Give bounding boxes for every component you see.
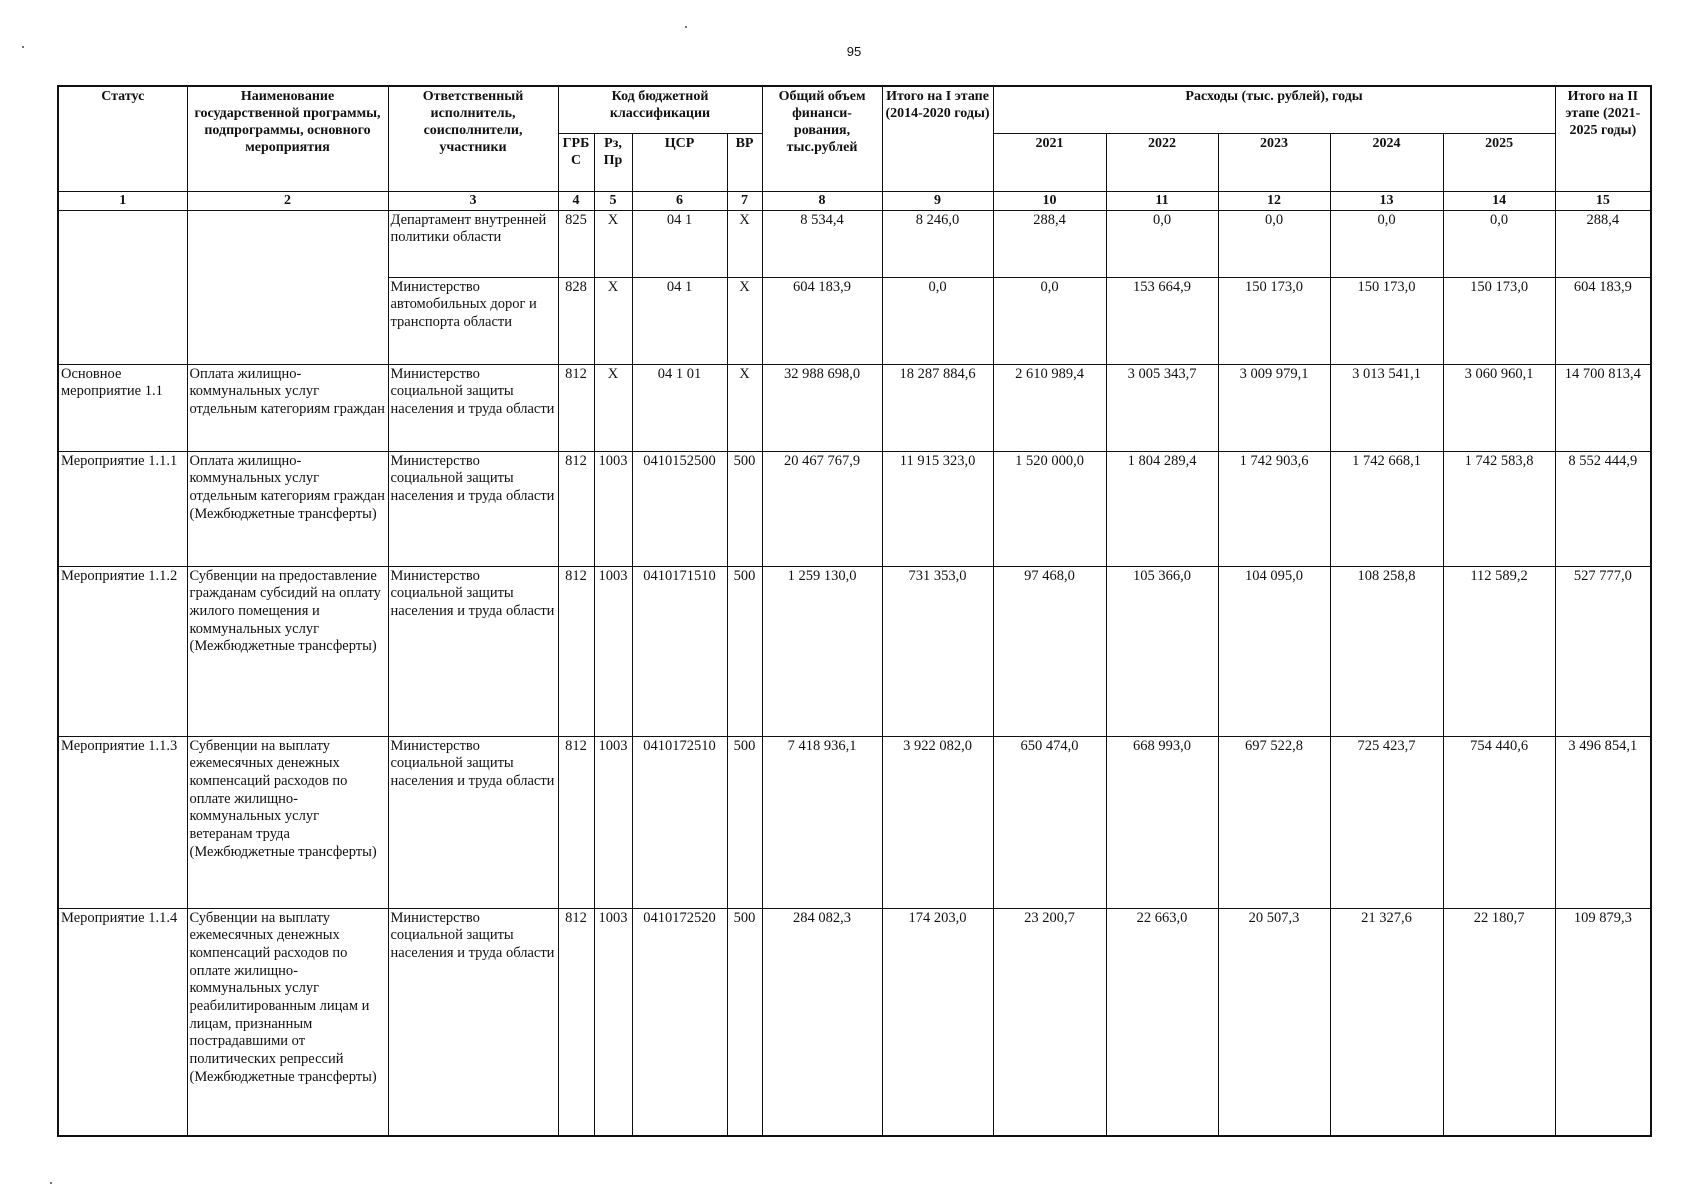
year-2025-cell: 0,0	[1443, 210, 1555, 277]
year-2025-cell: 3 060 960,1	[1443, 364, 1555, 451]
header-year-2023: 2023	[1218, 133, 1330, 191]
year-2024-cell: 725 423,7	[1330, 736, 1443, 908]
scan-speck	[22, 46, 24, 48]
grbs-cell: 812	[558, 364, 594, 451]
header-stage2: Итого на II этапе (2021-2025 годы)	[1555, 86, 1651, 191]
grbs-cell: 825	[558, 210, 594, 277]
grbs-cell: 812	[558, 908, 594, 1136]
year-2021-cell: 1 520 000,0	[993, 451, 1106, 566]
column-number: 9	[882, 191, 993, 210]
column-number: 6	[632, 191, 727, 210]
vr-cell: 500	[727, 908, 762, 1136]
status-cell: Мероприятие 1.1.1	[58, 451, 187, 566]
year-2025-cell: 112 589,2	[1443, 566, 1555, 736]
csr-cell: 0410152500	[632, 451, 727, 566]
year-2024-cell: 21 327,6	[1330, 908, 1443, 1136]
year-2021-cell: 0,0	[993, 277, 1106, 364]
year-2022-cell: 105 366,0	[1106, 566, 1218, 736]
budget-table	[57, 85, 1652, 1137]
stage2-cell: 109 879,3	[1555, 908, 1651, 1136]
year-2021-cell: 288,4	[993, 210, 1106, 277]
scan-speck	[50, 1182, 52, 1184]
header-year-2021: 2021	[993, 133, 1106, 191]
stage2-cell: 527 777,0	[1555, 566, 1651, 736]
csr-cell: 04 1	[632, 210, 727, 277]
stage1-cell: 8 246,0	[882, 210, 993, 277]
vr-cell: X	[727, 210, 762, 277]
year-2024-cell: 3 013 541,1	[1330, 364, 1443, 451]
executor-cell: Департамент внутренней политики области	[388, 210, 558, 277]
year-2023-cell: 3 009 979,1	[1218, 364, 1330, 451]
column-number: 10	[993, 191, 1106, 210]
rzpr-cell: X	[594, 277, 632, 364]
total-volume-cell: 1 259 130,0	[762, 566, 882, 736]
vr-cell: 500	[727, 451, 762, 566]
table-row	[58, 451, 1651, 566]
year-2021-cell: 97 468,0	[993, 566, 1106, 736]
scan-speck	[685, 26, 687, 28]
stage1-cell: 0,0	[882, 277, 993, 364]
executor-cell: Министерство социальной защиты населения и труда области	[388, 566, 558, 736]
column-number: 3	[388, 191, 558, 210]
header-status: Статус	[58, 86, 187, 191]
vr-cell: 500	[727, 736, 762, 908]
year-2025-cell: 150 173,0	[1443, 277, 1555, 364]
rzpr-cell: 1003	[594, 451, 632, 566]
year-2025-cell: 22 180,7	[1443, 908, 1555, 1136]
executor-cell: Министерство социальной защиты населения и труда области	[388, 908, 558, 1136]
column-number: 5	[594, 191, 632, 210]
table-row	[58, 908, 1651, 1136]
column-number: 13	[1330, 191, 1443, 210]
table-row	[58, 566, 1651, 736]
vr-cell: X	[727, 277, 762, 364]
column-number: 15	[1555, 191, 1651, 210]
total-volume-cell: 604 183,9	[762, 277, 882, 364]
executor-cell: Министерство социальной защиты населения и труда области	[388, 364, 558, 451]
year-2022-cell: 3 005 343,7	[1106, 364, 1218, 451]
header-stage1: Итого на I этапе (2014-2020 годы)	[882, 86, 993, 191]
status-cell: Мероприятие 1.1.4	[58, 908, 187, 1136]
executor-cell: Министерство автомобильных дорог и транспорта области	[388, 277, 558, 364]
table-row	[58, 364, 1651, 451]
header-year-2025: 2025	[1443, 133, 1555, 191]
year-2024-cell: 150 173,0	[1330, 277, 1443, 364]
total-volume-cell: 8 534,4	[762, 210, 882, 277]
year-2021-cell: 2 610 989,4	[993, 364, 1106, 451]
stage2-cell: 604 183,9	[1555, 277, 1651, 364]
status-cell: Мероприятие 1.1.3	[58, 736, 187, 908]
column-number: 1	[58, 191, 187, 210]
table-row	[58, 210, 1651, 277]
grbs-cell: 812	[558, 451, 594, 566]
column-number: 8	[762, 191, 882, 210]
column-number: 12	[1218, 191, 1330, 210]
year-2024-cell: 0,0	[1330, 210, 1443, 277]
year-2021-cell: 650 474,0	[993, 736, 1106, 908]
csr-cell: 0410172510	[632, 736, 727, 908]
header-grbs: ГРБС	[558, 133, 594, 191]
vr-cell: X	[727, 364, 762, 451]
rzpr-cell: X	[594, 210, 632, 277]
year-2022-cell: 1 804 289,4	[1106, 451, 1218, 566]
year-2023-cell: 697 522,8	[1218, 736, 1330, 908]
grbs-cell: 828	[558, 277, 594, 364]
stage1-cell: 731 353,0	[882, 566, 993, 736]
year-2022-cell: 668 993,0	[1106, 736, 1218, 908]
status-cell	[58, 210, 187, 364]
year-2024-cell: 1 742 668,1	[1330, 451, 1443, 566]
header-program-name: Наименование государственной программы, подпрограммы, основного мероприятия	[187, 86, 388, 191]
header-csr: ЦСР	[632, 133, 727, 191]
stage1-cell: 174 203,0	[882, 908, 993, 1136]
header-vr: ВР	[727, 133, 762, 191]
program-name-cell: Субвенции на предоставление гражданам субсидий на оплату жилого помещения и коммунальных услуг (Межбюджетные трансферты)	[187, 566, 388, 736]
year-2023-cell: 0,0	[1218, 210, 1330, 277]
csr-cell: 04 1	[632, 277, 727, 364]
stage2-cell: 288,4	[1555, 210, 1651, 277]
rzpr-cell: 1003	[594, 736, 632, 908]
year-2023-cell: 104 095,0	[1218, 566, 1330, 736]
year-2025-cell: 1 742 583,8	[1443, 451, 1555, 566]
column-number: 14	[1443, 191, 1555, 210]
header-total-volume: Общий объем финанси-рования, тыс.рублей	[762, 86, 882, 191]
year-2023-cell: 20 507,3	[1218, 908, 1330, 1136]
header-executor: Ответственный исполнитель, соисполнители, участники	[388, 86, 558, 191]
grbs-cell: 812	[558, 736, 594, 908]
column-number: 2	[187, 191, 388, 210]
year-2024-cell: 108 258,8	[1330, 566, 1443, 736]
header-year-2024: 2024	[1330, 133, 1443, 191]
program-name-cell: Оплата жилищно-коммунальных услуг отдельным категориям граждан	[187, 364, 388, 451]
year-2022-cell: 22 663,0	[1106, 908, 1218, 1136]
total-volume-cell: 284 082,3	[762, 908, 882, 1136]
stage1-cell: 18 287 884,6	[882, 364, 993, 451]
year-2023-cell: 150 173,0	[1218, 277, 1330, 364]
vr-cell: 500	[727, 566, 762, 736]
year-2022-cell: 0,0	[1106, 210, 1218, 277]
header-budget-code: Код бюджетной классификации	[558, 86, 762, 133]
status-cell: Основное мероприятие 1.1	[58, 364, 187, 451]
total-volume-cell: 32 988 698,0	[762, 364, 882, 451]
header-expenses: Расходы (тыс. рублей), годы	[993, 86, 1555, 133]
rzpr-cell: 1003	[594, 566, 632, 736]
total-volume-cell: 20 467 767,9	[762, 451, 882, 566]
page-number: 95	[846, 44, 862, 59]
year-2021-cell: 23 200,7	[993, 908, 1106, 1136]
status-cell: Мероприятие 1.1.2	[58, 566, 187, 736]
header-rzpr: Рз, Пр	[594, 133, 632, 191]
stage2-cell: 3 496 854,1	[1555, 736, 1651, 908]
year-2023-cell: 1 742 903,6	[1218, 451, 1330, 566]
executor-cell: Министерство социальной защиты населения и труда области	[388, 736, 558, 908]
program-name-cell: Оплата жилищно-коммунальных услуг отдельным категориям граждан (Межбюджетные трансферты)	[187, 451, 388, 566]
year-2022-cell: 153 664,9	[1106, 277, 1218, 364]
program-name-cell: Субвенции на выплату ежемесячных денежных компенсаций расходов по оплате жилищно-коммунальных услуг реабилитированным лицам и лицам, признанным пострадавшими от политических репрессий (Межбюджетные трансферты)	[187, 908, 388, 1136]
rzpr-cell: 1003	[594, 908, 632, 1136]
stage1-cell: 11 915 323,0	[882, 451, 993, 566]
column-number: 11	[1106, 191, 1218, 210]
year-2025-cell: 754 440,6	[1443, 736, 1555, 908]
stage2-cell: 14 700 813,4	[1555, 364, 1651, 451]
stage1-cell: 3 922 082,0	[882, 736, 993, 908]
csr-cell: 0410172520	[632, 908, 727, 1136]
csr-cell: 0410171510	[632, 566, 727, 736]
rzpr-cell: X	[594, 364, 632, 451]
stage2-cell: 8 552 444,9	[1555, 451, 1651, 566]
executor-cell: Министерство социальной защиты населения и труда области	[388, 451, 558, 566]
csr-cell: 04 1 01	[632, 364, 727, 451]
column-number: 4	[558, 191, 594, 210]
header-year-2022: 2022	[1106, 133, 1218, 191]
table-row	[58, 736, 1651, 908]
total-volume-cell: 7 418 936,1	[762, 736, 882, 908]
program-name-cell	[187, 210, 388, 364]
program-name-cell: Субвенции на выплату ежемесячных денежных компенсаций расходов по оплате жилищно-коммунальных услуг ветеранам труда (Межбюджетные трансферты)	[187, 736, 388, 908]
grbs-cell: 812	[558, 566, 594, 736]
column-number: 7	[727, 191, 762, 210]
